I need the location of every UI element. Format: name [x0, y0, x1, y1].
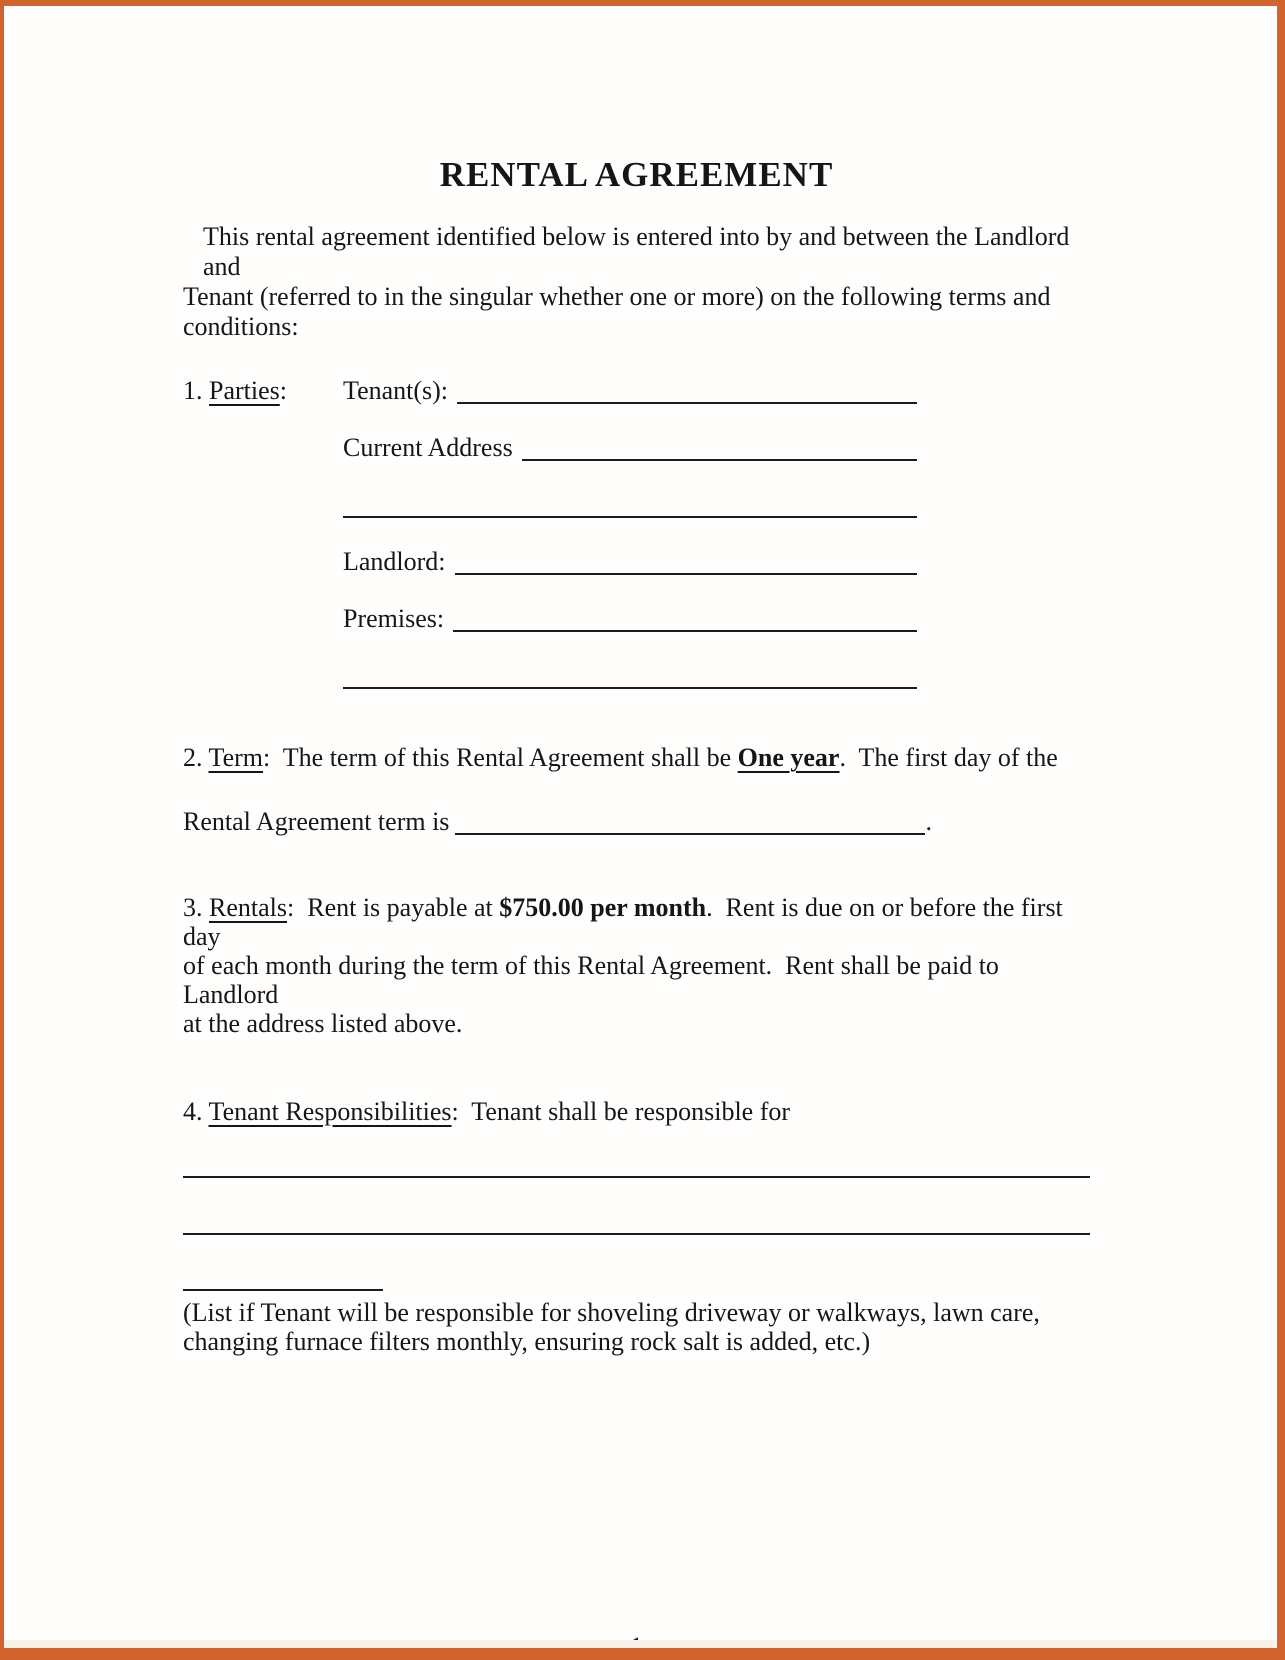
responsibilities-text: : Tenant shall be responsible for	[451, 1097, 791, 1126]
section-heading-text: Tenant Responsibilities	[208, 1097, 452, 1126]
intro-line: conditions:	[183, 312, 299, 341]
section-term-line1	[183, 742, 1090, 774]
section-rentals	[183, 893, 1090, 1038]
section-number: 4.	[183, 1097, 209, 1126]
section-heading-text: Rentals	[209, 893, 287, 922]
section-number: 1.	[183, 376, 209, 405]
document-content	[4, 155, 1277, 1660]
note-line: (List if Tenant will be responsible for shoveling driveway or walkways, lawn care,	[183, 1298, 1040, 1327]
section-term-line2	[183, 806, 1090, 838]
rent-amount-value: $750.00 per month	[499, 893, 707, 922]
term-text: . The first day of the	[839, 743, 1058, 772]
note-line: changing furnace filters monthly, ensuring rock salt is added, etc.)	[183, 1327, 871, 1356]
responsibilities-note	[183, 1298, 1090, 1356]
parties-fields	[343, 376, 917, 718]
landlord-line	[455, 547, 917, 575]
field-label-current-address: Current Address	[343, 433, 513, 462]
form-field-row	[343, 490, 917, 547]
section-parties-heading	[183, 376, 343, 718]
term-text: Rental Agreement term is	[183, 807, 450, 836]
section-number: 3.	[183, 893, 209, 922]
rentals-line: at the address listed above.	[183, 1009, 463, 1038]
term-duration-value: One year	[737, 743, 840, 772]
responsibilities-fill-line-1	[183, 1176, 1090, 1178]
section-responsibilities-heading	[183, 1096, 1090, 1128]
term-text: : The term of this Rental Agreement shall be	[263, 743, 738, 772]
field-label-premises: Premises:	[343, 604, 445, 633]
field-label-tenants: Tenant(s):	[343, 376, 449, 405]
section-parties	[183, 376, 1090, 718]
section-heading-text: Term	[208, 743, 264, 772]
intro-paragraph	[183, 222, 1090, 342]
premises-line	[453, 604, 917, 632]
rentals-line	[183, 893, 1090, 951]
section-number: 2.	[183, 743, 209, 772]
field-label-landlord: Landlord:	[343, 547, 446, 576]
tenant-name-line	[457, 376, 917, 404]
term-start-date-line	[455, 809, 925, 835]
rentals-text: : Rent is payable at	[287, 893, 500, 922]
page-title: RENTAL AGREEMENT	[439, 155, 834, 194]
form-field-row	[343, 433, 917, 490]
rentals-line: of each month during the term of this Rental Agreement. Rent shall be paid to Landlord	[183, 951, 1006, 1009]
term-text-period: .	[925, 807, 932, 836]
section-heading-colon: :	[279, 376, 287, 405]
form-field-row	[343, 376, 917, 433]
form-field-row	[343, 604, 917, 661]
section-heading-text: Parties	[209, 376, 280, 405]
premises-continuation-line	[343, 661, 917, 689]
scan-edge-strip	[4, 1640, 1277, 1648]
form-field-row	[343, 661, 917, 718]
intro-line: This rental agreement identified below is entered into by and between the Landlord and	[203, 222, 1076, 281]
intro-line: Tenant (referred to in the singular whether one or more) on the following terms and	[183, 282, 1051, 311]
current-address-line	[522, 433, 917, 461]
responsibilities-fill-line-2	[183, 1233, 1090, 1235]
address-continuation-line	[343, 490, 917, 518]
form-field-row	[343, 547, 917, 604]
responsibilities-fill-line-3-short	[183, 1289, 383, 1291]
rentals-text: . Rent is due on or before the first day	[183, 893, 1070, 951]
